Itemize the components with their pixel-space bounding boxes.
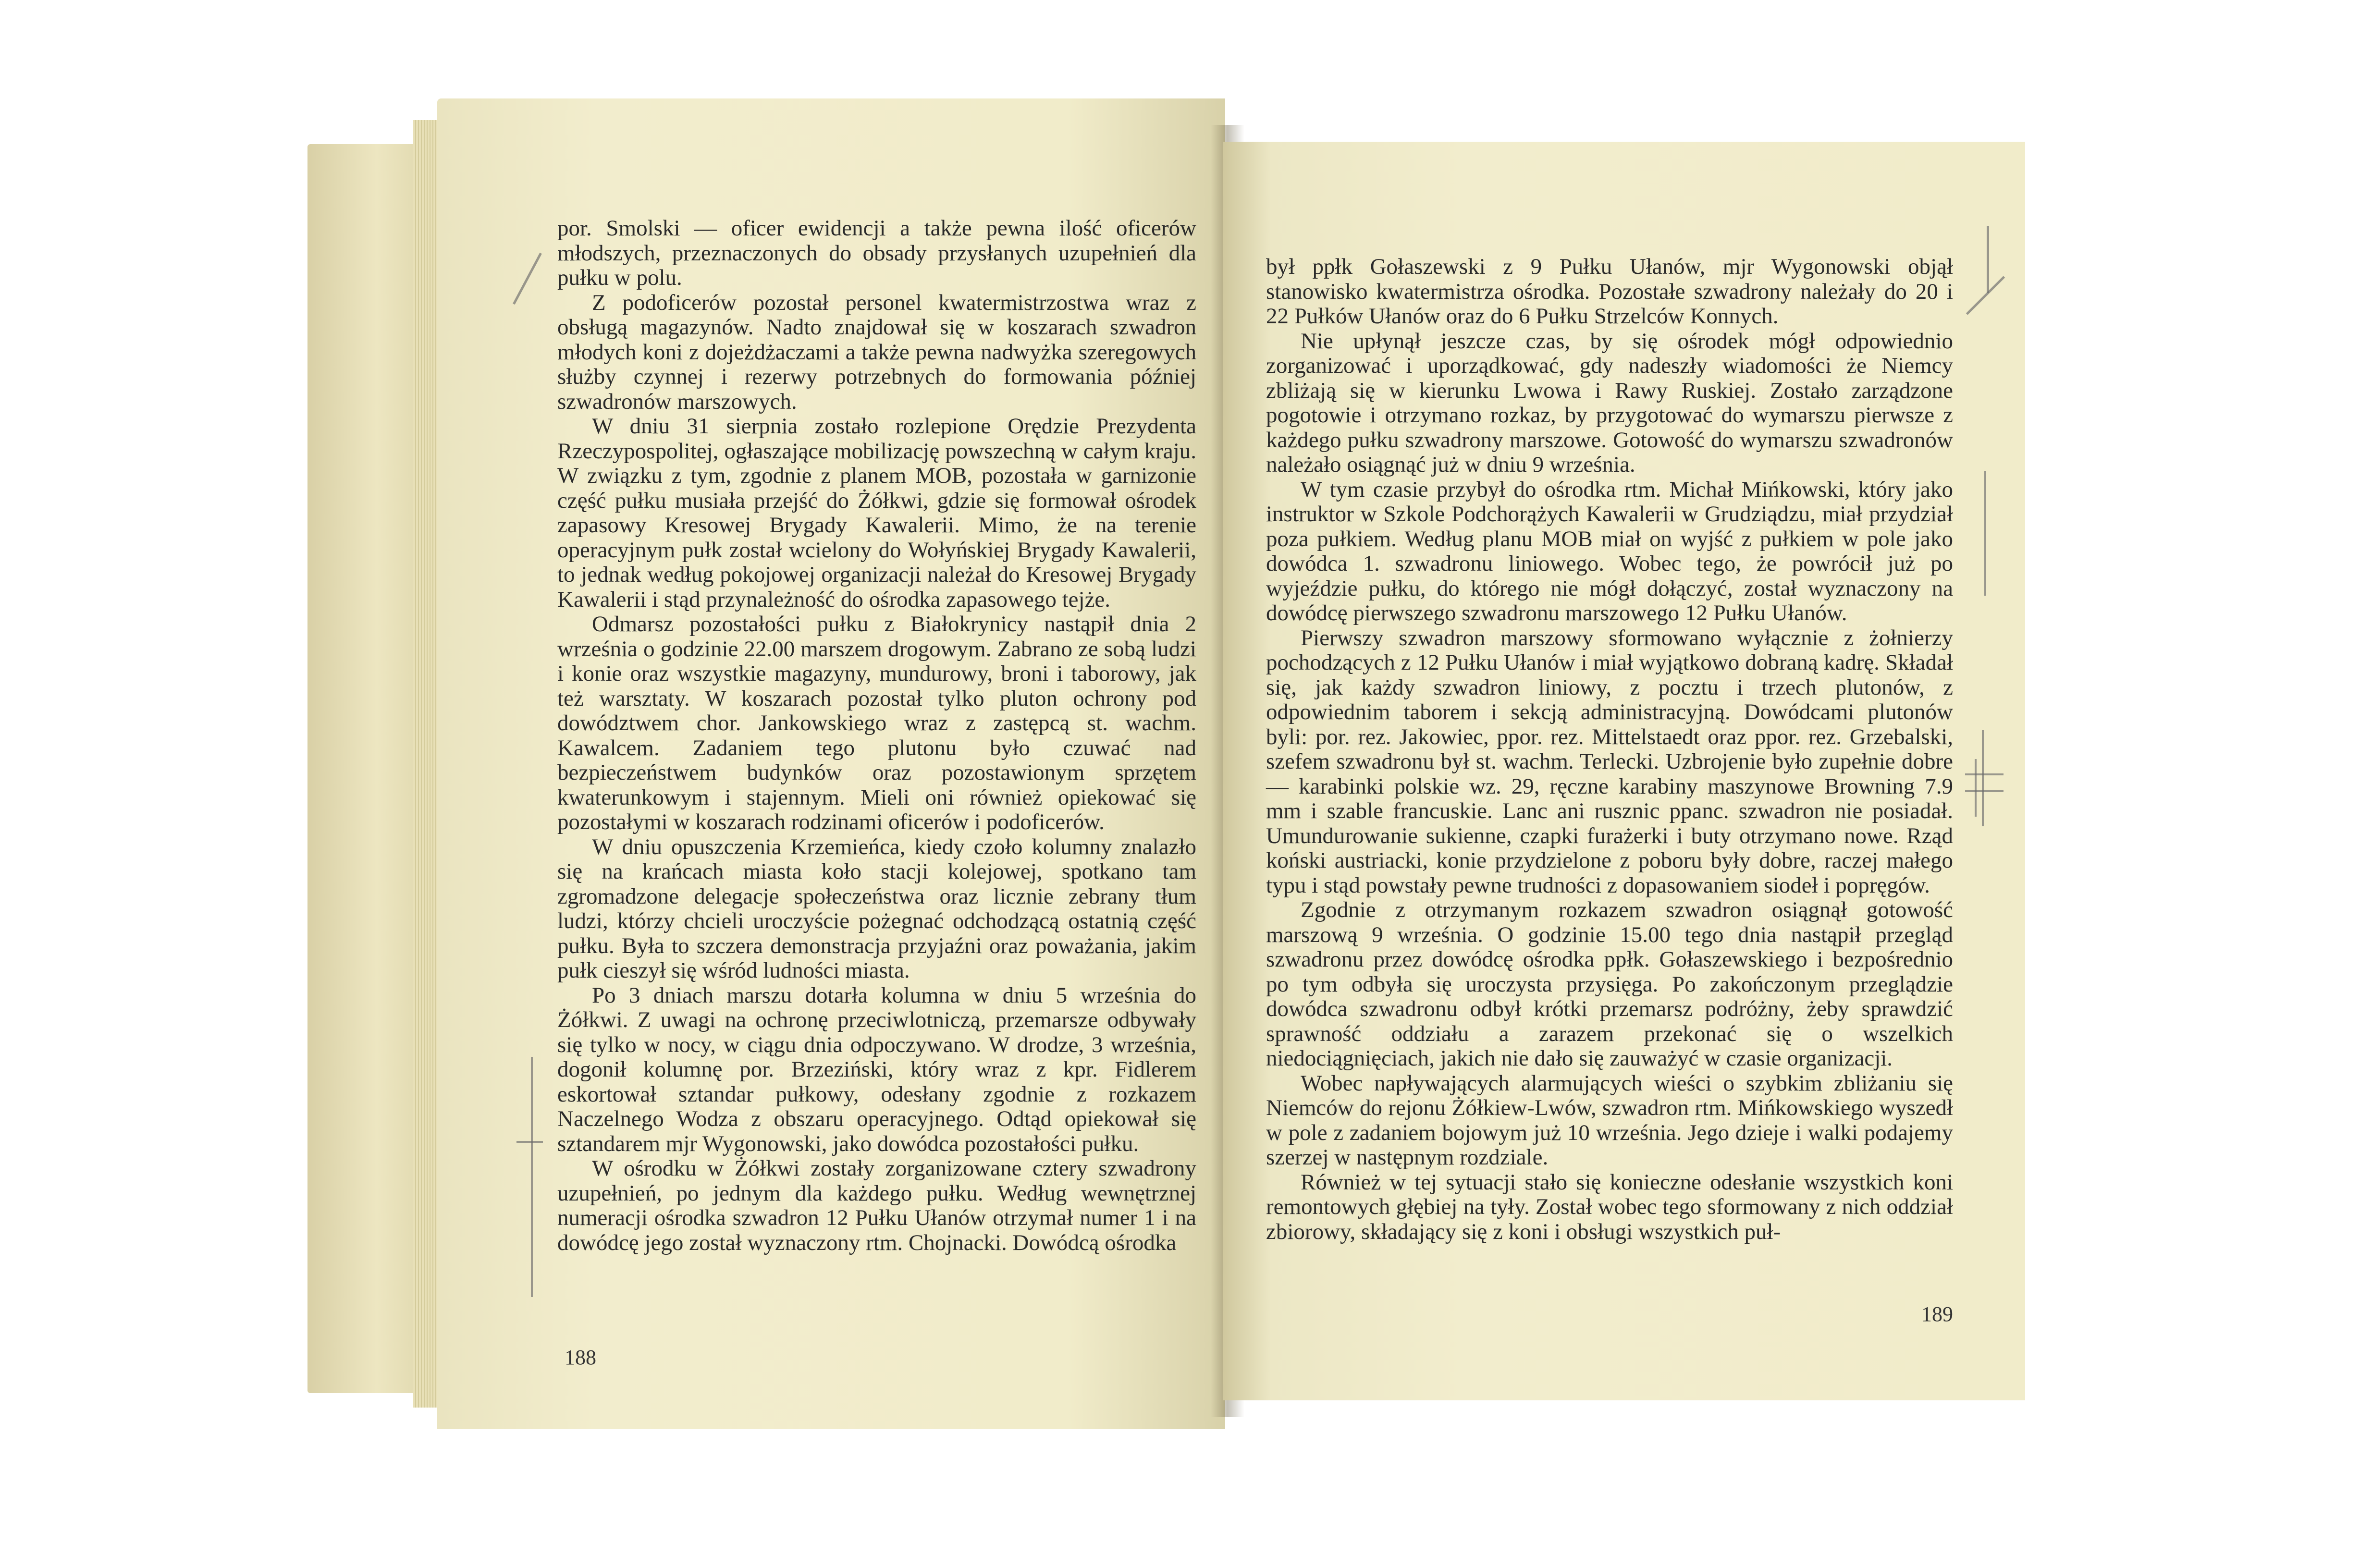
pencil-mark [531, 1057, 533, 1297]
pencil-mark [516, 1141, 543, 1143]
paragraph: Po 3 dniach marszu dotarła kolumna w dniu 5 września do Żółkwi. Z uwagi na ochronę przeciwlotniczą, przemarsze odbywały się tylko w nocy, w ciągu dnia odpoczywano. W drodze, 3 września, dogonił kolumnę por. Brzeziński, który wraz z kpr. Fidlerem eskortował sztandar pułkowy, odesłany zgodnie z rozkazem Naczelnego Wodza z obszaru operacyjnego. Odtąd opiekował się sztandarem mjr Wygonowski, jako dowódca pozostałości pułku. [557, 982, 1196, 1156]
paragraph: był ppłk Gołaszewski z 9 Pułku Ułanów, mjr Wygonowski objął stanowisko kwatermistrza ośrodka. Pozostałe szwadrony należały do 20 i 22 Pułków Ułanów oraz do 6 Pułku Strzelców Konnych. [1266, 254, 1953, 329]
left-page-text [557, 216, 1196, 1255]
paragraph: Również w tej sytuacji stało się konieczne odesłanie wszystkich koni remontowych głębiej na tyły. Został wobec tego sformowany z nich oddział zbiorowy, składający się z koni i obsługi wszystkich puł- [1266, 1169, 1953, 1244]
page-number: 188 [565, 1346, 596, 1369]
pencil-mark [1965, 790, 2004, 792]
right-page-text [1266, 255, 1953, 1244]
page-number: 189 [1921, 1302, 1953, 1326]
pencil-mark [1965, 773, 2004, 775]
paragraph: Nie upłynął jeszcze czas, by się ośrodek mógł odpowiednio zorganizować i uporządkować, gdy nadeszły wiadomości że Niemcy zbliżają się w kierunku Lwowa i Rawy Ruskiej. Zostało zarządzone pogotowie i otrzymano rozkaz, by przygotować do wymarszu pierwsze z każdego pułku szwadrony marszowe. Gotowość do wymarszu szwadronów należało osiągnąć już w dniu 9 września. [1266, 328, 1953, 477]
pencil-mark [1982, 730, 1984, 826]
paragraph: W ośrodku w Żółkwi zostały zorganizowane cztery szwadrony uzupełnień, po jednym dla każdego pułku. Według wewnętrznej numeracji ośrodka szwadron 12 Pułku Ułanów otrzymał numer 1 i na dowódcę jego został wyznaczony rtm. Chojnacki. Dowódcą ośrodka [557, 1156, 1196, 1255]
paragraph: Odmarsz pozostałości pułku z Białokrynicy nastąpił dnia 2 września o godzinie 22.00 marszem drogowym. Zabrano ze sobą ludzi i konie oraz wszystkie magazyny, mundurowy, broni i taborowy, jak też warsztaty. W koszarach pozostał tylko pluton ochrony pod dowództwem chor. Jankowskiego wraz z zastępcą st. wachm. Kawalcem. Zadaniem tego plutonu było czuwać nad bezpieczeństwem budynków oraz pozostawionym sprzętem kwaterunkowym i stajennym. Mieli oni również opiekować się pozostałymi w koszarach rodzinami oficerów i podoficerów. [557, 612, 1196, 834]
pencil-mark [1987, 226, 1989, 293]
paragraph: W tym czasie przybył do ośrodka rtm. Michał Mińkowski, który jako instruktor w Szkole Podchorążych Kawalerii w Grudziądzu, miał przydział poza pułkiem. Według planu MOB miał on wyjść z pułkiem w pole jako dowódca 1. szwadronu liniowego. Wobec tego, że powrócił już po wyjeździe pułku, do którego nie mógł dołączyć, został wyznaczony na dowódcę pierwszego szwadronu marszowego 12 Pułku Ułanów. [1266, 477, 1953, 625]
left-page [437, 98, 1225, 1429]
paragraph: Wobec napływających alarmujących wieści o szybkim zbliżaniu się Niemców do rejonu Żółkiew-Lwów, szwadron rtm. Mińkowskiego wyszedł w pole z zadaniem bojowym już 10 września. Jego dzieje i walki podajemy szerzej w następnym rozdziale. [1266, 1070, 1953, 1170]
paragraph: Zgodnie z otrzymanym rozkazem szwadron osiągnął gotowość marszową 9 września. O godzinie 15.00 tego dnia nastąpił przegląd szwadronu przez dowódcę ośrodka ppłk. Gołaszewskiego i bezpośrednio po tym odbyła się uroczysta przysięga. Po zakończonym przeglądzie dowódca szwadronu odbył krótki przemarsz podróżny, żeby sprawdzić sprawność oddziału a zarazem przekonać się o wszelkich niedociągnięciach, jakich nie dało się zauważyć w czasie organizacji. [1266, 897, 1953, 1071]
paragraph: W dniu 31 sierpnia zostało rozlepione Orędzie Prezydenta Rzeczypospolitej, ogłaszające mobilizację powszechną w całym kraju. W związku z tym, zgodnie z planem MOB, pozostała w garnizonie część pułku musiała przejść do Żółkwi, gdzie się formował ośrodek zapasowy Kresowej Brygady Kawalerii. Mimo, że na terenie operacyjnym pułk został wcielony do Wołyńskiej Brygady Kawalerii, to jednak według pokojowej organizacji należał do Kresowej Brygady Kawalerii i stąd przynależność do ośrodka zapasowego tejże. [557, 414, 1196, 612]
paragraph: por. Smolski — oficer ewidencji a także pewna ilość oficerów młodszych, przeznaczonych do obsady przysłanych uzupełnień dla pułku w polu. [557, 216, 1196, 290]
paragraph: Pierwszy szwadron marszowy sformowano wyłącznie z żołnierzy pochodzących z 12 Pułku Ułanów i miał wyjątkowo dobraną kadrę. Składał się, jak każdy szwadron liniowy, z pocztu i trzech plutonów, z odpowiednim taborem i sekcją administracyjną. Dowódcami plutonów byli: por. rez. Jakowiec, ppor. rez. Mittelstaedt oraz ppor. rez. Grzebalski, szefem szwadronu był st. wachm. Terlecki. Uzbrojenie było zupełnie dobre — karabinki polskie wz. 29, ręczne karabiny maszynowe Browning 7.9 mm i szable francuskie. Lanc ani rusznic ppanc. szwadron nie posiadał. Umundurowanie sukienne, czapki furażerki i buty otrzymano nowe. Rząd koński austriacki, konie przydzielone z poboru były dobre, raczej małego typu i stąd powstały pewne trudności z dopasowaniem siodeł i popręgów. [1266, 625, 1953, 898]
paragraph: W dniu opuszczenia Krzemieńca, kiedy czoło kolumny znalazło się na krańcach miasta koło stacji kolejowej, spotkano tam zgromadzone delegacje społeczeństwa oraz licznie zebrany tłum ludzi, którzy chcieli uroczyście pożegnać odchodzącą ostatnią część pułku. Była to szczera demonstracja przyjaźni oraz poważania, jakim pułk cieszył się wśród ludności miasta. [557, 834, 1196, 983]
pencil-mark [1984, 471, 1986, 596]
paragraph: Z podoficerów pozostał personel kwatermistrzostwa wraz z obsługą magazynów. Nadto znajdował się w koszarach szwadron młodych koni z dojeżdżaczami a także pewna nadwyżka szeregowych służby czynnej i rezerwy potrzebnych do formowania później szwadronów marszowych. [557, 290, 1196, 414]
pencil-mark [1975, 759, 1977, 817]
right-page [1223, 142, 2025, 1400]
